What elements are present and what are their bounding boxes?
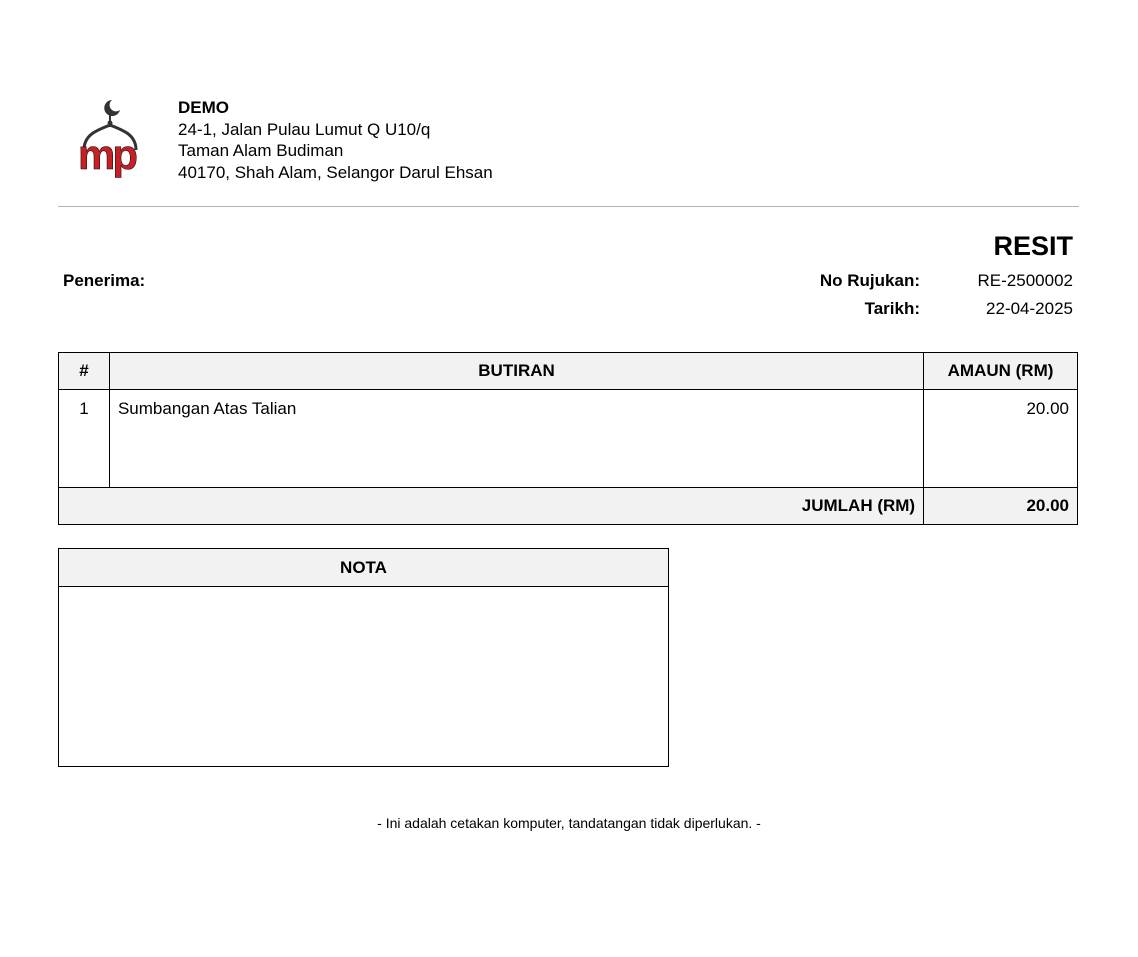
footer-note: - Ini adalah cetakan komputer, tandatangan tidak diperlukan. - [377, 815, 761, 831]
recipient-label: Penerima: [63, 271, 146, 290]
row-amount: 20.00 [924, 390, 1078, 488]
reference-label: No Rujukan: [819, 271, 920, 290]
table-total-row [59, 488, 1078, 525]
total-label: JUMLAH (RM) [59, 488, 924, 525]
logo-text-bound: mp [78, 131, 135, 178]
note-content [59, 587, 668, 603]
address-line-2: Taman Alam Budiman [178, 141, 344, 160]
organization-name: DEMO [178, 98, 229, 117]
header-divider [58, 206, 1079, 207]
address-line-1: 24-1, Jalan Pulau Lumut Q U10/q [178, 119, 431, 139]
note-heading: NOTA [59, 549, 668, 587]
address-line-3: 40170, Shah Alam, Selangor Darul Ehsan [178, 162, 493, 182]
total-value: 20.00 [924, 488, 1078, 525]
date-value: 22-04-2025 [986, 299, 1073, 318]
reference-value: RE-2500002 [977, 271, 1073, 290]
organization-info [178, 97, 493, 183]
header-no: # [59, 353, 110, 390]
organization-logo [78, 96, 144, 182]
table-row [59, 390, 1078, 488]
logo-text [78, 131, 135, 178]
date-label: Tarikh: [864, 299, 920, 318]
note-box [58, 548, 669, 767]
row-no: 1 [59, 390, 110, 488]
items-table [58, 352, 1078, 525]
header-amount: AMAUN (RM) [924, 353, 1078, 390]
row-description: Sumbangan Atas Talian [109, 390, 923, 488]
table-header-row [59, 353, 1078, 390]
header-description: BUTIRAN [109, 353, 923, 390]
document-title: RESIT [993, 231, 1073, 261]
